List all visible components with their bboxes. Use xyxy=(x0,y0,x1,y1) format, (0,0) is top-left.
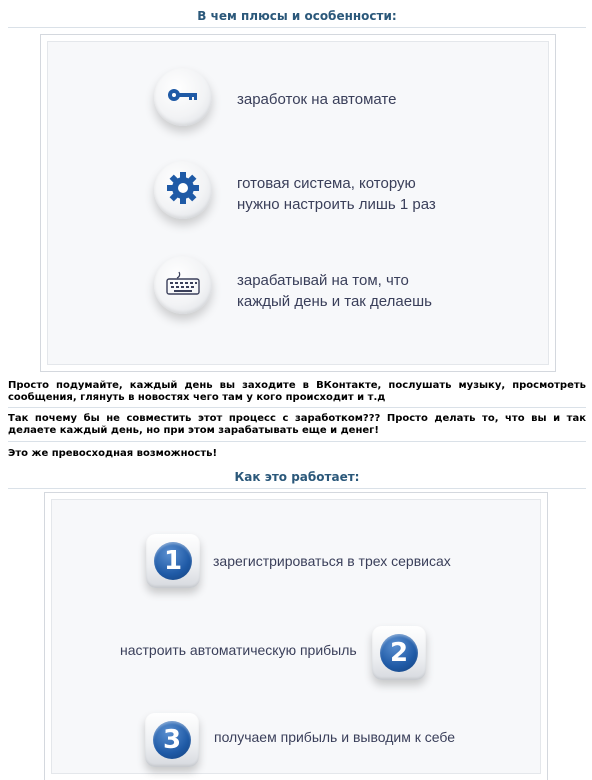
step-1-text: зарегистрироваться в трех сервисах xyxy=(213,553,451,569)
feature-2-text xyxy=(237,173,436,215)
step-1-badge xyxy=(146,534,200,588)
step-3-text: получаем прибыль и выводим к себе xyxy=(214,729,455,745)
step-3-badge xyxy=(145,713,199,767)
key-icon xyxy=(167,87,199,107)
feature-2-line2: нужно настроить лишь 1 раз xyxy=(237,196,436,213)
divider xyxy=(8,441,586,442)
feature-3-line1: зарабатывай на том, что xyxy=(237,272,409,289)
steps-panel xyxy=(44,492,548,780)
feature-3-text xyxy=(237,270,432,312)
step-2-text: настроить автоматическую прибыль xyxy=(120,642,357,658)
features-panel xyxy=(40,34,556,372)
divider xyxy=(8,407,586,408)
step-2-number: 2 xyxy=(380,634,418,672)
step-3-number: 3 xyxy=(153,721,191,759)
feature-3-line2: каждый день и так делаешь xyxy=(237,293,432,310)
paragraph-1: Просто подумайте, каждый день вы заходите в ВКонтакте, послушать музыку, просмотреть сообщения, глянуть в новостях чего там у кого происходит и т.д xyxy=(8,380,586,403)
gear-icon xyxy=(166,171,200,209)
step-1-number: 1 xyxy=(154,542,192,580)
feature-1-text xyxy=(237,89,396,110)
features-section-title: В чем плюсы и особенности: xyxy=(8,9,586,28)
paragraph-3: Это же превосходная возможность! xyxy=(8,448,218,459)
feature-2-line1: готовая система, которую xyxy=(237,175,416,192)
feature-gear-badge xyxy=(154,161,212,219)
steps-section-title: Как это работает: xyxy=(8,470,586,489)
step-2-badge xyxy=(372,626,426,680)
paragraph-2: Так почему бы не совместить этот процесс с заработком??? Просто делать то, что вы и так делаете каждый день, но при этом зарабатывать еще и денег! xyxy=(8,413,586,436)
feature-keyboard-badge xyxy=(154,256,212,314)
keyboard-icon xyxy=(165,270,201,300)
feature-1-line1: заработок на автомате xyxy=(237,91,397,108)
feature-key-badge xyxy=(154,68,212,126)
